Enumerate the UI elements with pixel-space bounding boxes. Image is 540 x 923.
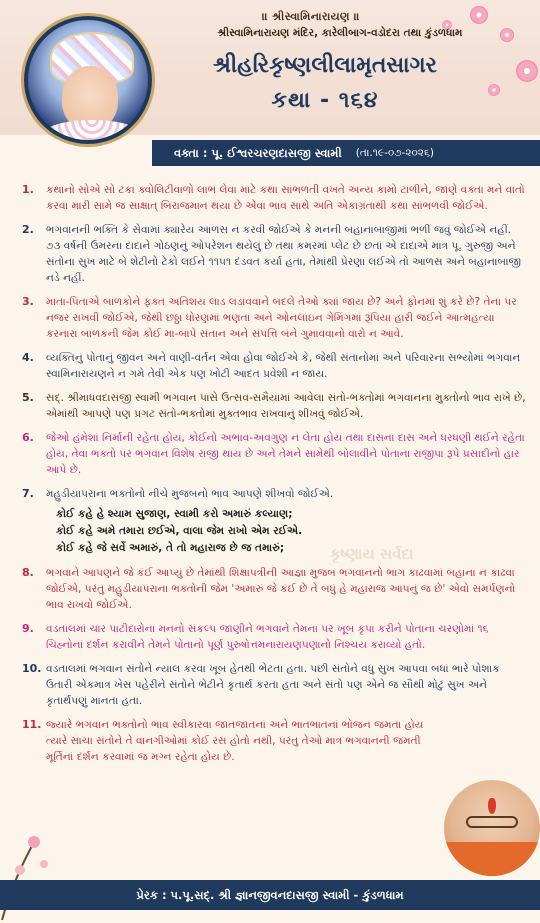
verse-line: કોઈ કહે હે શ્યામ સુજાણ, સ્વામી કરો અમારું કલ્યાણ; xyxy=(56,508,293,520)
sect-line: ॥ શ્રીસ્વામિનારાયણ ॥ xyxy=(261,10,361,23)
item-number: 9. xyxy=(22,622,34,635)
portrait-garland xyxy=(42,120,142,144)
item-text: માતા-પિતાએ બાળકોને ફક્ત અતિશય લાડ લડાવવાને બદલે તેઓ ક્યાં જાય છે? અને ફોનમાં શું કરે છે? તેના પર નજર રાખવી જોઈએ, જેથી છઠ્ઠા ધોરણમાં ભણતા અને ઓનલાઇન ગેમિંગમાં રૂપિયા હારી જઈને આત્મહત્યા કરનારા બાળકની જેમ કોઈ મા-બાપે સંતાન અને સંપત્તિ બંને ગુમાવવાનો વારો ન આવે. xyxy=(46,296,517,340)
item-number: 3. xyxy=(22,295,34,308)
item-text: જેઓ હંમેશાં નિર્માની રહેતા હોય, કોઈનો અભાવ-અવગુણ ન લેતા હોય તથા દાસના દાસ અને ધરધણી થઈને રહેતા હોય, તેવા ભક્તો પર ભગવાન વિશેષ રાજી થાય છે અને તેમને સામેથી બોલાવીને પોતાના રાજીપા રૂપે પ્રસાદીનો હાર આપે છે. xyxy=(46,432,525,476)
list-item xyxy=(22,621,528,653)
teaching-list xyxy=(22,182,528,773)
item-number: 10. xyxy=(22,662,42,675)
item-text: મહુડીયાપરાના ભક્તોનો નીચે મુજબનો ભાવ આપણે શીખવો જોઈએ. xyxy=(46,488,334,500)
speaker-date: (તા.૧૯-૦૭-૨૦૨૬) xyxy=(355,146,434,159)
devotional-verse xyxy=(22,506,528,557)
list-item xyxy=(22,717,528,765)
swami-tilak xyxy=(488,798,496,814)
list-item xyxy=(22,661,528,709)
item-text: ભગવાનની ભક્તિ કે સેવામાં ક્યારેય આળસ ન કરવી જોઈએ કે મનની બહાનાબાજીમાં ભળી જવું જોઈએ નહીં. ૭૩ વર્ષની ઉંમરના દાદાને ગોઠણનું ઓપરેશન થયેલું છે તથા કમરમાં પ્લેટ છે છતાં એ દાદાએ માત્ર પૂ. ગુરુજી અને સંતોના સુખ માટે બે શેટીનો ટેકો લઈને ૧૧૫૧ દંડવત કર્યા હતા, તેમાંથી પ્રેરણા લઈએ તો આળસ અને બહાનાબાજી નડે નહીં. xyxy=(46,224,522,284)
item-text: વ્યક્તિનું પોતાનું જીવન અને વાણી-વર્તન એવા હોવા જોઈએ કે, જેથી સંતાનોમાં અને પરિવારના સભ્યોમાં ભગવાન સ્વામિનારાયણને ન ગમે તેવી એક પણ ખોટી આદત પ્રવેશી ન જાય. xyxy=(46,352,521,380)
blossom-decoration xyxy=(516,60,538,82)
item-number: 5. xyxy=(22,391,34,404)
list-item xyxy=(22,222,528,286)
list-item xyxy=(22,565,528,613)
speaker-bar xyxy=(152,140,540,166)
blossom-decoration xyxy=(488,84,500,96)
katha-number: કથા - ૧૬૪ xyxy=(271,88,379,113)
item-number: 6. xyxy=(22,431,34,444)
item-text: સદ્. શ્રીમાધવદાસજી સ્વામી ભગવાન પાસે ઉત્સવ-સમૈયામાં આવેલા સંતો-ભક્તોમાં ભગવાનના મુક્તોનો ભાવ રાખે છે, એમાંથી આપણે પણ પ્રગટ સંતો-ભક્તોમાં મુક્તભાવ રાખવાનું શીખવું જોઈએ. xyxy=(46,392,526,420)
list-item xyxy=(22,294,528,342)
list-item xyxy=(22,486,528,502)
speaker-label: વક્તા : પૂ. ઈશ્વરચરણદાસજી સ્વામી xyxy=(174,145,342,160)
footer-text: પ્રેરક : પ.પૂ.સદ્. શ્રી જ્ઞાનજીવનદાસજી સ્વામી - કુંડળધામ xyxy=(136,887,404,902)
list-item xyxy=(22,350,528,382)
list-item xyxy=(22,430,528,478)
item-number: 11. xyxy=(22,718,42,731)
blossom-decoration xyxy=(470,6,488,24)
footer-bar xyxy=(0,880,540,910)
verse-line: કોઈ કહે જે સર્વે અમારું, તે તો મહારાજ છે જ તમારું; xyxy=(56,542,285,554)
list-item xyxy=(22,182,528,214)
list-item xyxy=(22,390,528,422)
deity-portrait xyxy=(24,16,152,144)
swami-robe xyxy=(444,842,540,876)
item-number: 8. xyxy=(22,566,34,579)
item-number: 4. xyxy=(22,351,34,364)
item-text: કથાનો સોએ સો ટકા ક્વોલિટીવાળો લાભ લેવા માટે કથા સાંભળતી વખતે અન્ય કામો ટાળીને, જાણે વક્તા મને વાતો કરવા મારી સામે જ સાક્ષાત્ બિરાજમાન થયા છે એવા ભાવ સાથે અતિ એકાગ્રતાથી કથા સાંભળવી જોઈએ. xyxy=(46,184,525,212)
verse-line: કોઈ કહે અમે તમારા છઈએ, વાલા જેમ રાખો એમ રઈએ. xyxy=(56,525,303,537)
item-text: ભગવાને આપણને જે કંઈ આપ્યું છે તેમાંથી શિક્ષાપત્રીની આજ્ઞા મુજબ ભગવાનનો ભાગ કાઢવામાં બહાના ન કાઢવા જોઈએ, પરંતુ મહુડીયાપરાના ભક્તોની જેમ 'અમારું જે કંઈ છે તે બધું હે મહારાજ આપનું જ છે' એવો સમર્પણનો ભાવ રાખવો જોઈએ. xyxy=(46,567,516,611)
swami-portrait xyxy=(444,780,540,876)
item-text: વડતાલમાં ચાર પાટીદારોના મનનો સંકલ્પ જાણીને ભગવાને તેમના પર ખૂબ કૃપા કરીને પોતાના ચરણોમાં ૧૬ ચિહ્નોનાં દર્શન કરાવીને તેમને પોતાનો પૂર્ણ પુરુષોત્તમનારાયણપણાનો નિશ્ચય કરાવ્યો હતો. xyxy=(46,623,489,651)
item-text: જ્યારે ભગવાન ભક્તોનો ભાવ સ્વીકારવા જાતજાતનાં અને ભાતભાતનાં ભોજન જમતા હોય ત્યારે સાચા સંતોને તે વાનગીઓમાં કોઈ રસ હોતો નથી, પરંતુ તેઓ માત્ર ભગવાનની જમતી મૂર્તિનાં દર્શન કરવામાં જ મગ્ન રહેતા હોય છે. xyxy=(46,719,424,763)
item-text: વડતાલમાં ભગવાન સંતોને ન્યાલ કરવા ખૂબ હેતથી ભેટતા હતા. પછી સંતોને વધુ સુખ આપવા બધાં ભારે પોશાક ઉતારી એકમાત્ર ખેસ પહેરીને સંતોને ભેટીને કૃતાર્થ કરતા હતા અને સંતો પણ એને જ સૌથી મોટું સુખ અને કૃતાર્થપણું માનતા હતા. xyxy=(46,663,500,707)
item-number: 7. xyxy=(22,487,34,500)
swami-glasses xyxy=(466,816,518,828)
temple-line: શ્રીસ્વામિનારાયણ મંદિર, કારેલીબાગ-વડોદરા તથા કુંડળધામ xyxy=(217,27,463,39)
watermark-text: કૃષ્ણાય સર્વદા xyxy=(330,545,414,563)
poster-header xyxy=(0,0,540,135)
item-number: 2. xyxy=(22,223,34,236)
page-title: શ્રીહરિકૃષ્ણલીલામૃતસાગર xyxy=(212,53,438,78)
item-number: 1. xyxy=(22,183,34,196)
